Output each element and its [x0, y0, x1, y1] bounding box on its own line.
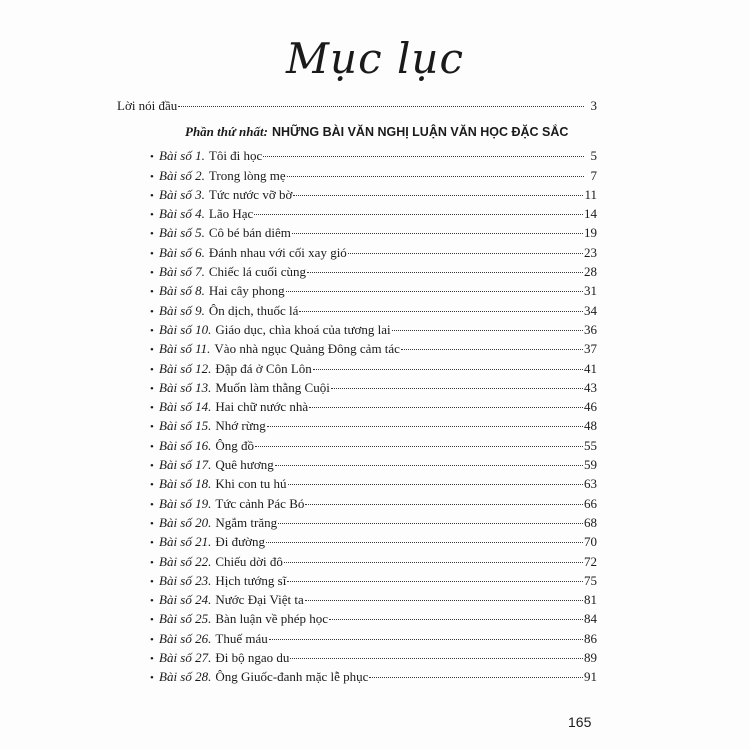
toc-entry — [117, 168, 597, 187]
entry-title: Ông đồ — [215, 437, 255, 453]
toc-entry — [117, 148, 597, 167]
entry-label: Bài số 15. — [159, 418, 212, 434]
entry-title: Chiếc lá cuối cùng — [208, 264, 306, 280]
entry-page: 41 — [584, 360, 597, 376]
entry-page: 19 — [584, 225, 597, 241]
toc-entry — [117, 515, 597, 534]
entry-title: Thuế máu — [215, 630, 268, 646]
bullet-icon: • — [150, 286, 154, 299]
bullet-icon: • — [150, 305, 154, 318]
bullet-icon: • — [150, 151, 154, 164]
entry-label: Bài số 1. — [159, 148, 205, 164]
entry-title: Đánh nhau với cối xay gió — [208, 244, 347, 260]
entry-label: Bài số 18. — [159, 476, 212, 492]
toc-entry — [117, 457, 597, 476]
page-title: Mục lục — [286, 34, 464, 83]
entry-title: Tôi đi học — [208, 148, 263, 164]
leader-dots — [287, 581, 583, 582]
leader-dots — [269, 639, 583, 640]
entry-label: Bài số 7. — [159, 264, 205, 280]
entry-page: 11 — [584, 186, 597, 202]
leader-dots — [293, 195, 583, 196]
bullet-icon: • — [150, 189, 154, 202]
entry-label: Bài số 27. — [159, 650, 212, 666]
bullet-icon: • — [150, 382, 154, 395]
leader-dots — [290, 658, 583, 659]
entry-page: 66 — [584, 495, 597, 511]
entry-page: 5 — [590, 148, 597, 164]
leader-dots — [263, 156, 584, 157]
bullet-icon: • — [150, 672, 154, 685]
entry-title: Nước Đại Việt ta — [215, 592, 304, 608]
bullet-icon: • — [150, 324, 154, 337]
bullet-icon: • — [150, 363, 154, 376]
bullet-icon: • — [150, 209, 154, 222]
entry-page: 86 — [584, 630, 597, 646]
bullet-icon: • — [150, 344, 154, 357]
entry-label: Bài số 2. — [159, 167, 205, 183]
toc-entry — [117, 592, 597, 611]
entry-page: 36 — [584, 321, 597, 337]
leader-dots — [299, 311, 583, 312]
entry-label: Bài số 12. — [159, 360, 212, 376]
bullet-icon: • — [150, 170, 154, 183]
entry-page: 7 — [590, 167, 597, 183]
toc-entries — [117, 148, 597, 688]
leader-dots — [178, 106, 584, 107]
bullet-icon: • — [150, 228, 154, 241]
entry-page: 89 — [584, 650, 597, 666]
bullet-icon: • — [150, 402, 154, 415]
leader-dots — [329, 619, 583, 620]
entry-page: 84 — [584, 611, 597, 627]
toc-entry — [117, 341, 597, 360]
entry-title: Ngắm trăng — [215, 514, 278, 530]
entry-title: Đập đá ở Côn Lôn — [215, 360, 312, 376]
leader-dots — [287, 176, 584, 177]
leader-dots — [278, 523, 583, 524]
section-heading — [117, 124, 597, 148]
leader-dots — [254, 214, 583, 215]
entry-label: Bài số 24. — [159, 592, 212, 608]
bullet-icon: • — [150, 653, 154, 666]
toc-intro-page: 3 — [590, 98, 597, 113]
leader-dots — [286, 291, 583, 292]
leader-dots — [348, 253, 583, 254]
toc-entry — [117, 534, 597, 553]
entry-label: Bài số 5. — [159, 225, 205, 241]
toc-entry — [117, 283, 597, 302]
leader-dots — [307, 272, 583, 273]
bullet-icon: • — [150, 614, 154, 627]
entry-page: 63 — [584, 476, 597, 492]
entry-label: Bài số 3. — [159, 186, 205, 202]
entry-label: Bài số 13. — [159, 379, 212, 395]
entry-title: Vào nhà ngục Quảng Đông cảm tác — [214, 341, 400, 357]
toc-entry — [117, 611, 597, 630]
toc-entry — [117, 380, 597, 399]
entry-page: 68 — [584, 514, 597, 530]
entry-label: Bài số 26. — [159, 630, 212, 646]
entry-label: Bài số 9. — [159, 302, 205, 318]
leader-dots — [401, 349, 583, 350]
toc-intro-row — [117, 98, 597, 117]
entry-label: Bài số 22. — [159, 553, 212, 569]
bullet-icon: • — [150, 498, 154, 511]
entry-title: Đi đường — [215, 534, 266, 550]
toc-entry — [117, 264, 597, 283]
toc-intro-title: Lời nói đầu — [117, 98, 178, 113]
bullet-icon: • — [150, 479, 154, 492]
toc-entry — [117, 438, 597, 457]
entry-title: Hịch tướng sĩ — [215, 572, 287, 588]
entry-page: 34 — [584, 302, 597, 318]
entry-label: Bài số 8. — [159, 283, 205, 299]
entry-title: Hai chữ nước nhà — [215, 399, 309, 415]
entry-page: 43 — [584, 379, 597, 395]
entry-page: 23 — [584, 244, 597, 260]
entry-page: 81 — [584, 592, 597, 608]
toc-entry — [117, 303, 597, 322]
entry-page: 37 — [584, 341, 597, 357]
entry-label: Bài số 19. — [159, 495, 212, 511]
entry-title: Muốn làm thằng Cuội — [215, 379, 330, 395]
leader-dots — [267, 426, 583, 427]
page-number: 165 — [568, 714, 592, 730]
leader-dots — [392, 330, 583, 331]
leader-dots — [313, 369, 583, 370]
toc-entry — [117, 245, 597, 264]
entry-title: Lão Hạc — [208, 206, 254, 222]
toc-entry — [117, 573, 597, 592]
toc-entry — [117, 418, 597, 437]
toc-entry — [117, 631, 597, 650]
leader-dots — [369, 677, 583, 678]
leader-dots — [305, 600, 583, 601]
entry-title: Đi bộ ngao du — [215, 650, 290, 666]
bullet-icon: • — [150, 595, 154, 608]
bullet-icon: • — [150, 421, 154, 434]
leader-dots — [331, 388, 583, 389]
entry-title: Khi con tu hú — [215, 476, 287, 492]
entry-title: Cô bé bán diêm — [208, 225, 291, 241]
leader-dots — [275, 465, 583, 466]
entry-title: Chiếu dời đô — [215, 553, 283, 569]
toc-entry — [117, 476, 597, 495]
table-of-contents — [117, 98, 597, 689]
toc-entry — [117, 225, 597, 244]
entry-label: Bài số 21. — [159, 534, 212, 550]
toc-entry — [117, 496, 597, 515]
toc-entry — [117, 669, 597, 688]
entry-page: 91 — [584, 669, 597, 685]
leader-dots — [255, 446, 583, 447]
entry-page: 59 — [584, 457, 597, 473]
bullet-icon: • — [150, 537, 154, 550]
leader-dots — [305, 504, 583, 505]
entry-label: Bài số 4. — [159, 206, 205, 222]
entry-label: Bài số 28. — [159, 669, 212, 685]
entry-label: Bài số 6. — [159, 244, 205, 260]
entry-title: Giáo dục, chìa khoá của tương lai — [215, 321, 391, 337]
entry-page: 72 — [584, 553, 597, 569]
bullet-icon: • — [150, 247, 154, 260]
entry-title: Tức cảnh Pác Bó — [215, 495, 305, 511]
entry-title: Tức nước vỡ bờ — [208, 186, 293, 202]
entry-page: 28 — [584, 264, 597, 280]
entry-label: Bài số 10. — [159, 321, 212, 337]
entry-title: Nhớ rừng — [215, 418, 266, 434]
leader-dots — [292, 233, 583, 234]
toc-entry — [117, 650, 597, 669]
bullet-icon: • — [150, 633, 154, 646]
entry-title: Ông Giuốc-đanh mặc lễ phục — [215, 669, 369, 685]
bullet-icon: • — [150, 556, 154, 569]
leader-dots — [309, 407, 583, 408]
entry-label: Bài số 17. — [159, 457, 212, 473]
entry-page: 70 — [584, 534, 597, 550]
toc-entry — [117, 206, 597, 225]
entry-title: Ôn dịch, thuốc lá — [208, 302, 299, 318]
entry-label: Bài số 20. — [159, 514, 212, 530]
entry-page: 31 — [584, 283, 597, 299]
bullet-icon: • — [150, 440, 154, 453]
entry-label: Bài số 16. — [159, 437, 212, 453]
entry-label: Bài số 23. — [159, 572, 212, 588]
section-title: NHỮNG BÀI VĂN NGHỊ LUẬN VĂN HỌC ĐẶC SẮC — [271, 125, 569, 140]
bullet-icon: • — [150, 575, 154, 588]
bullet-icon: • — [150, 517, 154, 530]
entry-page: 55 — [584, 437, 597, 453]
toc-entry — [117, 187, 597, 206]
entry-label: Bài số 14. — [159, 399, 212, 415]
entry-title: Quê hương — [215, 457, 274, 473]
section-label: Phần thứ nhất: — [185, 124, 268, 140]
entry-title: Bàn luận về phép học — [215, 611, 329, 627]
entry-title: Trong lòng mẹ — [208, 167, 286, 183]
leader-dots — [288, 484, 583, 485]
entry-page: 48 — [584, 418, 597, 434]
entry-title: Hai cây phong — [208, 283, 285, 299]
entry-label: Bài số 25. — [159, 611, 212, 627]
toc-entry — [117, 322, 597, 341]
bullet-icon: • — [150, 267, 154, 280]
entry-label: Bài số 11. — [159, 341, 211, 357]
leader-dots — [284, 562, 583, 563]
toc-entry — [117, 361, 597, 380]
toc-entry — [117, 399, 597, 418]
entry-page: 46 — [584, 399, 597, 415]
bullet-icon: • — [150, 460, 154, 473]
leader-dots — [266, 542, 583, 543]
entry-page: 75 — [584, 572, 597, 588]
toc-entry — [117, 554, 597, 573]
entry-page: 14 — [584, 206, 597, 222]
